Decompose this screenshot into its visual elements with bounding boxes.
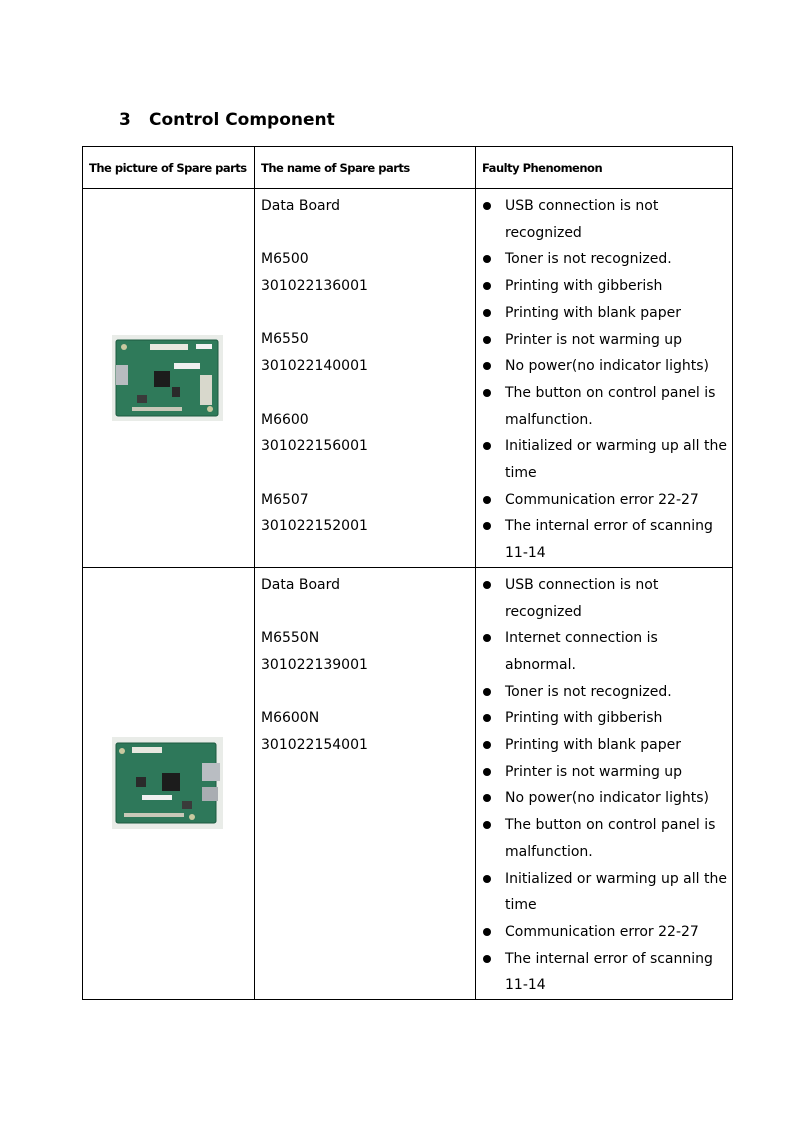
part-name-line: Data Board <box>261 576 341 593</box>
part-name-line: 301022156001 <box>261 438 368 455</box>
fault-item: No power(no indicator lights) <box>480 353 732 380</box>
fault-item: Communication error 22-27 <box>480 919 732 946</box>
picture-cell <box>83 567 255 999</box>
fault-item: Printing with blank paper <box>480 732 732 759</box>
part-name-line <box>261 220 475 247</box>
part-name-line <box>261 599 475 626</box>
part-name-line: M6550 <box>261 331 309 348</box>
part-name-line <box>261 380 475 407</box>
part-name-line: M6507 <box>261 491 309 508</box>
part-name-line: M6600N <box>261 710 320 727</box>
fault-item: Printing with blank paper <box>480 300 732 327</box>
table-row <box>83 189 733 568</box>
part-name-line: 301022152001 <box>261 518 368 535</box>
fault-item: The internal error of scanning 11-14 <box>480 946 732 999</box>
data-board-network-photo <box>112 737 223 829</box>
part-name-cell <box>255 567 476 999</box>
header-picture: The picture of Spare parts <box>83 147 255 189</box>
fault-item: The button on control panel is malfunction. <box>480 380 732 433</box>
fault-item: Printer is not warming up <box>480 759 732 786</box>
part-name-line: 301022136001 <box>261 278 368 295</box>
table-row <box>83 567 733 999</box>
spare-parts-table <box>82 146 733 1000</box>
part-name-line: M6500 <box>261 251 309 268</box>
fault-item: Initialized or warming up all the time <box>480 866 732 919</box>
fault-item: No power(no indicator lights) <box>480 785 732 812</box>
header-faults: Faulty Phenomenon <box>476 147 733 189</box>
part-name-line: Data Board <box>261 198 341 214</box>
fault-item: The button on control panel is malfunction. <box>480 812 732 865</box>
data-board-photo <box>112 335 223 421</box>
header-name: The name of Spare parts <box>255 147 476 189</box>
fault-item: USB connection is not recognized <box>480 193 732 246</box>
picture-cell <box>83 189 255 568</box>
part-name-line: 301022139001 <box>261 656 368 673</box>
part-name-line: M6600 <box>261 411 309 428</box>
part-name-line: 301022140001 <box>261 358 368 375</box>
fault-item: Initialized or warming up all the time <box>480 433 732 486</box>
fault-item: Printing with gibberish <box>480 705 732 732</box>
section-number: 3 <box>119 110 131 130</box>
fault-item: Printer is not warming up <box>480 327 732 354</box>
section-title: Control Component <box>149 110 335 130</box>
part-name-line: 301022154001 <box>261 736 368 753</box>
faults-cell <box>476 567 733 999</box>
fault-item: Toner is not recognized. <box>480 246 732 273</box>
fault-item: USB connection is not recognized <box>480 572 732 625</box>
part-name-line <box>261 460 475 487</box>
table-header-row <box>83 147 733 189</box>
part-name-cell <box>255 189 476 568</box>
fault-item: Printing with gibberish <box>480 273 732 300</box>
section-heading <box>119 110 335 130</box>
fault-item: Internet connection is abnormal. <box>480 625 732 678</box>
part-name-line <box>261 679 475 706</box>
fault-item: Communication error 22-27 <box>480 487 732 514</box>
fault-item: The internal error of scanning 11-14 <box>480 513 732 566</box>
fault-item: Toner is not recognized. <box>480 679 732 706</box>
part-name-line: M6550N <box>261 630 320 647</box>
faults-cell <box>476 189 733 568</box>
part-name-line <box>261 300 475 327</box>
